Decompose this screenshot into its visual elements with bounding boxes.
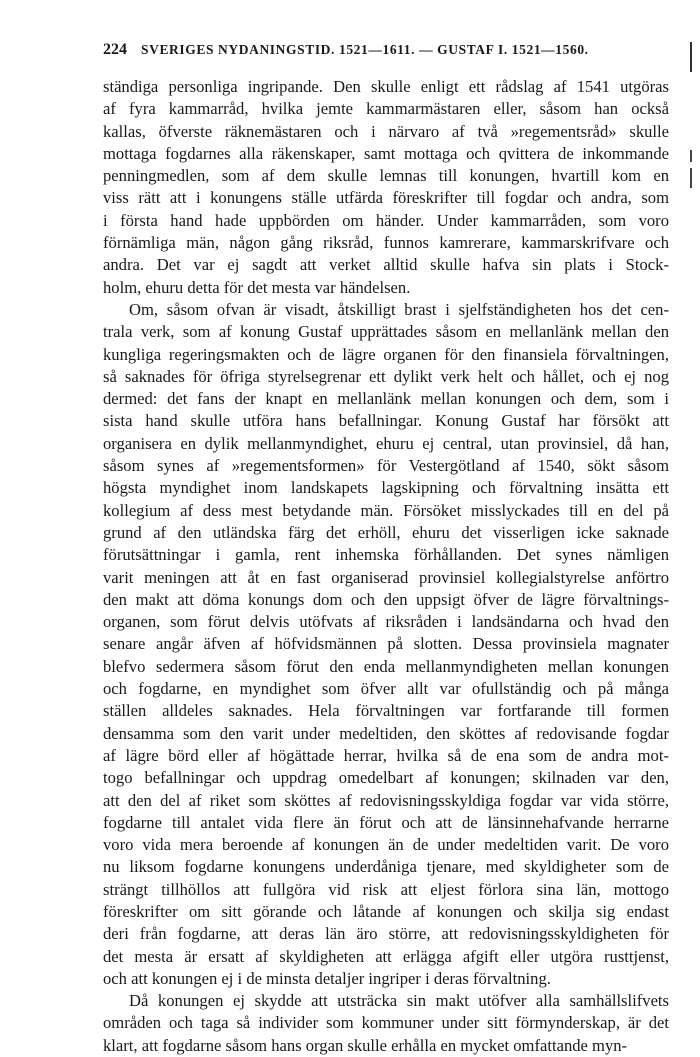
page-number: 224: [103, 41, 127, 58]
running-title: SVERIGES NYDANINGSTID. 1521—1611. — GUSTAF I. 1521—1560.: [141, 42, 589, 57]
text-line: klart, att fogdarne såsom hans organ skulle erhålla en mycket omfattande myn-: [103, 1035, 628, 1055]
text-line: trala verk, som af konung Gustaf upprättades såsom en mellanlänk mellan den: [103, 322, 669, 342]
text-line: och att konungen ej i de minsta detaljer ingriper i deras förvaltning.: [103, 968, 551, 988]
page-edge-rule: [690, 42, 692, 72]
text-line: att den del af riket som sköttes af redovisningsskyldiga fogdar var vida större,: [103, 790, 669, 810]
text-line: densamma som den varit under medeltiden, den sköttes af redovisande fogdar: [103, 723, 669, 743]
text-line: strängt tillhöllos att fullgöra vid risk att eljest förlora sina län, mottogo: [103, 879, 669, 899]
text-line: högsta myndighet inom landskapets lagskipning och förvaltning insätta ett: [103, 478, 669, 498]
text-line: sista hand skulle utföra hans befallningar. Konung Gustaf har försökt att: [103, 411, 669, 431]
text-line: holm, ehuru detta för det mesta var händelsen.: [103, 277, 411, 297]
text-line: af fyra kammarråd, hvilka jemte kammarmästaren eller, såsom han också: [103, 99, 669, 119]
text-line: nu liksom fogdarne konungens underdåniga tjenare, med skyldigheter som de: [103, 857, 669, 877]
text-line: varit meningen att åt en fast organiserad provinsiel kollegialstyrelse anförtro: [103, 567, 669, 587]
text-line: ständiga personliga ingripande. Den skulle enligt ett rådslag af 1541 utgöras: [103, 77, 669, 96]
text-line: fogdarne till antalet vida flere än förut och att de länsinnehafvande herrarne: [103, 812, 669, 832]
text-line: den makt att döma konungs dom och den uppsigt öfver de lägre förvaltnings-: [103, 589, 669, 609]
page-edge-mark: [690, 150, 692, 162]
text-line: kallas, öfverste räknemästaren och i närvaro af två »regementsråd» skulle: [103, 121, 669, 141]
text-line: organisera en dylik mellanmyndighet, ehuru ej central, utan provinsiel, då han,: [103, 433, 669, 453]
page-edge-mark: [690, 168, 692, 188]
text-line: organen, som förut delvis utöfvats af riksråden i landsändarna och hvad den: [103, 612, 669, 632]
paragraph: [103, 299, 669, 990]
text-line: föreskrifter om sitt görande och låtande af konungen och skilja sig endast: [103, 901, 669, 921]
running-header: [103, 41, 663, 63]
text-line: kungliga regeringsmakten och de lägre organen för den finansiela förvaltningen,: [103, 344, 669, 364]
text-line: grund af den utländska färg det erhöll, ehuru det visserligen icke saknade: [103, 522, 669, 542]
text-line: andra. Det var ej sagdt att verket alltid skulle hafva sin plats i Stock-: [103, 255, 669, 275]
text-line: af lägre börd eller af högättade herrar, hvilka så de ena som de andra mot-: [103, 745, 669, 765]
text-line: och fogdarne, en myndighet som öfver allt var ofullständig och på många: [103, 679, 669, 699]
text-line: kollegium af dess mest betydande män. Försöket misslyckades till en del på: [103, 500, 669, 520]
text-line: penningmedlen, som af dem skulle lemnas till konungen, hvartill kom en: [103, 166, 669, 186]
text-line: i första hand hade uppbörden om händer. Under kammarråden, som voro: [103, 210, 669, 230]
text-line: blefvo sedermera såsom förut den enda mellanmyndigheten mellan konungen: [103, 656, 669, 676]
text-line: det mesta är ersatt af skyldigheten att erlägga afgift eller utgöra rusttjenst,: [103, 946, 669, 966]
text-line: voro vida mera beroende af konungen än de under medeltiden varit. De voro: [103, 835, 669, 855]
body-text: [103, 76, 669, 1057]
paragraph: [103, 990, 669, 1057]
paragraph: [103, 76, 669, 299]
text-line: dermed: det fans der knapt en mellanlänk mellan konungen och dem, som i: [103, 389, 669, 409]
text-line: Om, såsom ofvan är visadt, åtskilligt brast i sjelfständigheten hos det cen-: [129, 299, 669, 319]
text-line: viss rätt att i konungens ställe utfärda föreskrifter till fogdar och andra, som: [103, 188, 669, 208]
text-line: deri från fogdarne, att deras län äro större, att redovisningsskyldigheten för: [103, 924, 669, 944]
text-line: så saknades för öfriga styrelsegrenar ett dylikt verk helt och hållet, och ej nog: [103, 366, 669, 386]
text-line: togo befallningar och uppdrag omedelbart af konungen; skilnaden var den,: [103, 768, 669, 788]
text-line: områden och taga så individer som kommuner under sitt förmynderskap, är det: [103, 1013, 669, 1033]
text-line: Då konungen ej skydde att utsträcka sin makt utöfver alla samhällslifvets: [129, 991, 669, 1011]
text-line: såsom synes af »regementsformen» för Vestergötland af 1540, sökt såsom: [103, 456, 669, 476]
text-line: förnämliga män, någon gång riksråd, funnos kamrerare, kammarskrifvare och: [103, 233, 669, 253]
text-line: mottaga fogdarnes alla räkenskaper, samt mottaga och qvittera de inkommande: [103, 143, 669, 163]
text-line: ställen alldeles saknades. Hela förvaltningen var fortfarande till formen: [103, 701, 669, 721]
text-line: senare angår äfven af höfvidsmännen på slotten. Dessa provinsiela magnater: [103, 634, 669, 654]
text-line: förutsättningar i gamla, rent inhemska förhållanden. Det synes nämligen: [103, 545, 669, 565]
